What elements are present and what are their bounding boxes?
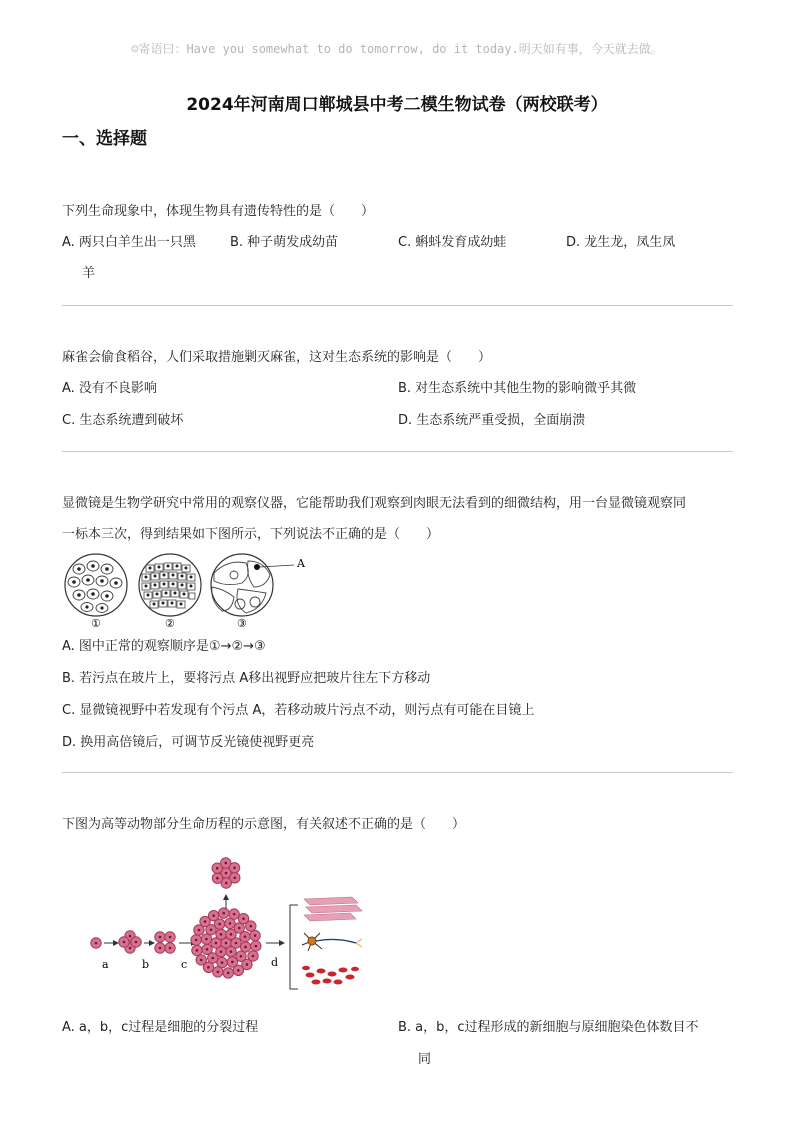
cell-cluster-large xyxy=(191,908,261,978)
process-label-b: b xyxy=(142,958,150,971)
question-1-option-a-continued: 羊 xyxy=(82,266,96,281)
page-title: 2024年河南周口郸城县中考二模生物试卷（两校联考） xyxy=(186,95,608,115)
muscle-tissue xyxy=(304,897,362,921)
microscope-field-3 xyxy=(211,554,294,616)
divider xyxy=(62,305,733,306)
cell-stage-2 xyxy=(119,931,141,953)
pointer-label-a: A xyxy=(297,557,305,570)
cell-stage-3 xyxy=(155,932,175,953)
process-label-d: d xyxy=(271,956,279,969)
question-1-stem: 下列生命现象中，体现生物具有遗传特性的是（ ） xyxy=(62,204,375,219)
neuron-cell xyxy=(302,933,362,951)
microscope-fields-figure xyxy=(62,553,305,630)
question-1-option-a[interactable]: A. 两只白羊生出一只黑 xyxy=(62,235,196,250)
microscope-field-1 xyxy=(65,554,127,616)
field-label-3: ③ xyxy=(237,617,247,630)
question-2-stem: 麻雀会偷食稻谷，人们采取措施剿灭麻雀，这对生态系统的影响是（ ） xyxy=(62,350,492,365)
question-1-option-c[interactable]: C. 蝌蚪发育成幼蛙 xyxy=(398,235,507,250)
question-3-option-b[interactable]: B. 若污点在玻片上，要将污点 A移出视野应把玻片往左下方移动 xyxy=(62,671,431,686)
question-3-stem-line-2: 一标本三次，得到结果如下图所示，下列说法不正确的是（ ） xyxy=(62,527,440,542)
cell-cluster-top xyxy=(212,858,240,888)
field-label-1: ① xyxy=(91,617,101,630)
question-4-option-b-continued: 同 xyxy=(418,1052,432,1067)
process-label-a: a xyxy=(102,958,109,971)
question-1-option-d[interactable]: D. 龙生龙，凤生凤 xyxy=(566,235,676,250)
question-4-option-b[interactable]: B. a，b，c过程形成的新细胞与原细胞染色体数目不 xyxy=(398,1020,699,1035)
question-2-option-d[interactable]: D. 生态系统严重受损，全面崩溃 xyxy=(398,413,586,428)
divider xyxy=(62,451,733,452)
question-4-option-a[interactable]: A. a，b，c过程是细胞的分裂过程 xyxy=(62,1020,259,1035)
question-3-stem-line-1: 显微镜是生物学研究中常用的观察仪器，它能帮助我们观察到肉眼无法看到的细微结构，用一台显微镜观察同 xyxy=(62,496,687,511)
cell-life-history-figure xyxy=(80,853,380,995)
question-2-option-c[interactable]: C. 生态系统遭到破坏 xyxy=(62,413,184,428)
process-label-c: c xyxy=(181,958,188,971)
question-4-stem: 下图为高等动物部分生命历程的示意图，有关叙述不正确的是（ ） xyxy=(62,817,466,832)
microscope-field-2 xyxy=(139,554,201,616)
red-blood-cells xyxy=(302,966,359,985)
question-3-option-c[interactable]: C. 显微镜视野中若发现有个污点 A，若移动玻片污点不动，则污点有可能在目镜上 xyxy=(62,703,535,718)
question-3-option-d[interactable]: D. 换用高倍镜后，可调节反光镜使视野更亮 xyxy=(62,735,315,750)
divider xyxy=(62,772,733,773)
question-2-option-b[interactable]: B. 对生态系统中其他生物的影响微乎其微 xyxy=(398,381,637,396)
question-2-option-a[interactable]: A. 没有不良影响 xyxy=(62,381,157,396)
section-heading: 一、选择题 xyxy=(62,129,147,149)
cell-stage-1 xyxy=(91,938,101,948)
field-label-2: ② xyxy=(165,617,175,630)
question-1-option-b[interactable]: B. 种子萌发成幼苗 xyxy=(230,235,339,250)
question-3-option-a[interactable]: A. 图中正常的观察顺序是①→②→③ xyxy=(62,639,266,654)
header-motto: ☺寄语曰：Have you somewhat to do tomorrow, do it today.明天如有事，今天就去做。 xyxy=(131,42,663,56)
